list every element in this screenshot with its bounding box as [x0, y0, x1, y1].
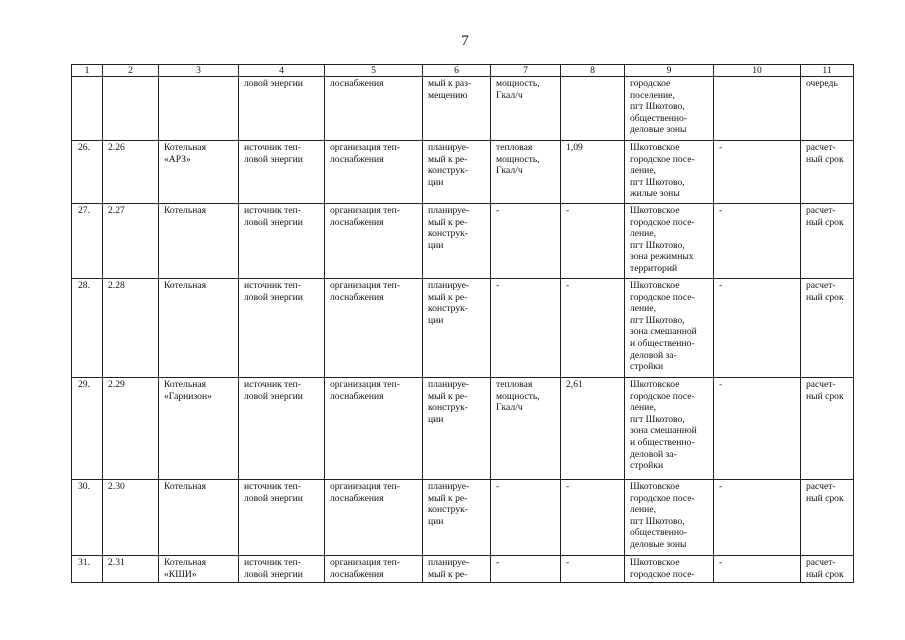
cell-zone: -	[714, 378, 801, 480]
table-row	[72, 77, 854, 141]
cell-number: 29.	[72, 378, 103, 480]
cell-purpose: организация теп- лоснабжения	[325, 556, 423, 583]
cell-type: ловой энергии	[239, 77, 325, 141]
cell-status: мый к раз- мещению	[423, 77, 491, 141]
cell-value: 2,61	[561, 378, 625, 480]
cell-purpose: организация теп- лоснабжения	[325, 378, 423, 480]
cell-purpose: лоснабжения	[325, 77, 423, 141]
column-header: 10	[714, 65, 801, 77]
cell-zone: -	[714, 480, 801, 556]
cell-number: 31.	[72, 556, 103, 583]
cell-type: источник теп- ловой энергии	[239, 556, 325, 583]
table-row	[72, 556, 854, 583]
cell-status: планируе- мый к ре- конструк- ции	[423, 480, 491, 556]
cell-name: Котельная	[159, 279, 239, 378]
cell-parameter: -	[491, 480, 561, 556]
column-header: 6	[423, 65, 491, 77]
cell-type: источник теп- ловой энергии	[239, 378, 325, 480]
table-row	[72, 279, 854, 378]
cell-location: Шкотовское городское посе- ление, пгт Шкотово, зона режимных территорий	[625, 204, 714, 279]
cell-parameter: -	[491, 556, 561, 583]
cell-code: 2.30	[103, 480, 159, 556]
table-row	[72, 480, 854, 556]
column-header: 11	[801, 65, 854, 77]
cell-status: планируе- мый к ре- конструк- ции	[423, 279, 491, 378]
table-row	[72, 378, 854, 480]
cell-code: 2.29	[103, 378, 159, 480]
cell-parameter: тепловая мощность, Гкал/ч	[491, 141, 561, 204]
cell-type: источник теп- ловой энергии	[239, 480, 325, 556]
cell-term: расчет- ный срок	[801, 480, 854, 556]
cell-status: планируе- мый к ре- конструк- ции	[423, 204, 491, 279]
cell-name: Котельная	[159, 204, 239, 279]
cell-name	[159, 77, 239, 141]
cell-number: 27.	[72, 204, 103, 279]
cell-zone	[714, 77, 801, 141]
cell-status: планируе- мый к ре-	[423, 556, 491, 583]
cell-type: источник теп- ловой энергии	[239, 204, 325, 279]
cell-zone: -	[714, 556, 801, 583]
column-header: 4	[239, 65, 325, 77]
cell-parameter: -	[491, 204, 561, 279]
cell-term: расчет- ный срок	[801, 279, 854, 378]
column-header: 9	[625, 65, 714, 77]
cell-parameter: -	[491, 279, 561, 378]
column-header: 2	[103, 65, 159, 77]
table-row	[72, 204, 854, 279]
column-header: 7	[491, 65, 561, 77]
cell-value: -	[561, 556, 625, 583]
cell-code: 2.31	[103, 556, 159, 583]
cell-term: расчет- ный срок	[801, 141, 854, 204]
page-number: 7	[461, 33, 469, 49]
cell-parameter: тепловая мощность, Гкал/ч	[491, 378, 561, 480]
cell-purpose: организация теп- лоснабжения	[325, 480, 423, 556]
column-header: 3	[159, 65, 239, 77]
cell-location: Шкотовское городское посе- ление, пгт Шкотово, зона смешанной и общественно- деловой за- стройки	[625, 378, 714, 480]
cell-location: городское поселение, пгт Шкотово, общественно- деловые зоны	[625, 77, 714, 141]
cell-purpose: организация теп- лоснабжения	[325, 279, 423, 378]
column-header: 8	[561, 65, 625, 77]
cell-zone: -	[714, 279, 801, 378]
cell-name: Котельная «КШИ»	[159, 556, 239, 583]
cell-term: расчет- ный срок	[801, 378, 854, 480]
cell-term: расчет- ный срок	[801, 556, 854, 583]
cell-number	[72, 77, 103, 141]
cell-zone: -	[714, 204, 801, 279]
cell-status: планируе- мый к ре- конструк- ции	[423, 378, 491, 480]
cell-purpose: организация теп- лоснабжения	[325, 204, 423, 279]
table-header-row	[72, 65, 854, 77]
cell-code: 2.28	[103, 279, 159, 378]
cell-type: источник теп- ловой энергии	[239, 141, 325, 204]
cell-term: расчет- ный срок	[801, 204, 854, 279]
cell-code: 2.27	[103, 204, 159, 279]
table-row	[72, 141, 854, 204]
cell-name: Котельная	[159, 480, 239, 556]
cell-status: планируе- мый к ре- конструк- ции	[423, 141, 491, 204]
column-header: 1	[72, 65, 103, 77]
cell-value: -	[561, 279, 625, 378]
cell-value: 1,09	[561, 141, 625, 204]
cell-name: Котельная «АРЗ»	[159, 141, 239, 204]
cell-type: источник теп- ловой энергии	[239, 279, 325, 378]
cell-location: Шкотовское городское посе- ление, пгт Шкотово, зона смешанной и общественно- деловой за- стройки	[625, 279, 714, 378]
cell-value: -	[561, 480, 625, 556]
cell-number: 26.	[72, 141, 103, 204]
cell-zone: -	[714, 141, 801, 204]
cell-term: очередь	[801, 77, 854, 141]
cell-purpose: организация теп- лоснабжения	[325, 141, 423, 204]
column-header: 5	[325, 65, 423, 77]
cell-value	[561, 77, 625, 141]
cell-value: -	[561, 204, 625, 279]
cell-number: 30.	[72, 480, 103, 556]
cell-code: 2.26	[103, 141, 159, 204]
facilities-table	[71, 64, 854, 583]
table-body	[72, 77, 854, 583]
cell-location: Шкотовское городское посе-	[625, 556, 714, 583]
cell-location: Шкотовское городское посе- ление, пгт Шкотово, общественно- деловые зоны	[625, 480, 714, 556]
cell-parameter: мощность, Гкал/ч	[491, 77, 561, 141]
cell-code	[103, 77, 159, 141]
cell-name: Котельная «Гарнизон»	[159, 378, 239, 480]
cell-location: Шкотовское городское посе- ление, пгт Шкотово, жилые зоны	[625, 141, 714, 204]
cell-number: 28.	[72, 279, 103, 378]
